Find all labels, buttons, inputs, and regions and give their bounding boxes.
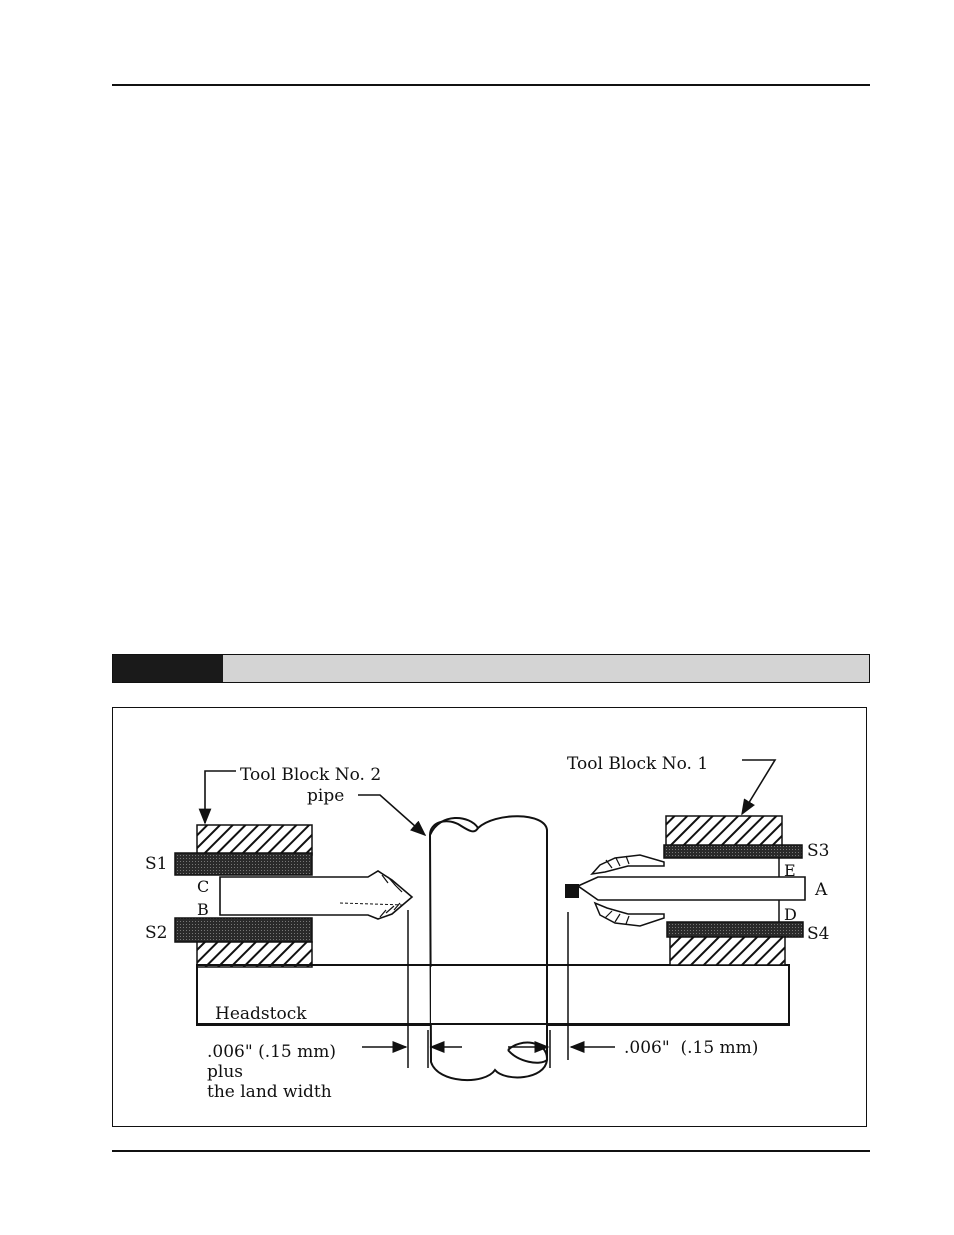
label-right-clearance: .006" (.15 mm) — [624, 1038, 759, 1058]
tool-block-1-leader — [742, 760, 775, 814]
label-left-clearance-3: the land width — [207, 1082, 332, 1102]
shim-s1 — [175, 853, 312, 875]
tool-block-1-upper-hatch — [666, 816, 782, 846]
pipe-body — [430, 816, 547, 1080]
label-pipe: pipe — [307, 786, 345, 806]
label-tool-block-1: Tool Block No. 1 — [567, 754, 709, 774]
label-a: A — [815, 880, 828, 900]
label-headstock: Headstock — [215, 1004, 307, 1024]
label-s1: S1 — [145, 854, 168, 874]
label-s3: S3 — [807, 841, 830, 861]
label-d: D — [784, 905, 797, 924]
tool-block-2-lower-hatch — [197, 942, 312, 967]
label-s2: S2 — [145, 923, 168, 943]
label-b: B — [197, 900, 209, 919]
pipe-headstock-mask — [431, 967, 546, 1023]
shim-s4 — [667, 922, 803, 937]
label-left-clearance-2: plus — [207, 1062, 243, 1082]
label-left-clearance-1: .006" (.15 mm) — [207, 1042, 337, 1062]
right-cutter-tip — [565, 884, 579, 898]
right-cutter-lower-jaw — [595, 903, 664, 926]
tool-block-2-upper-hatch — [197, 825, 312, 855]
right-cutter-upper-jaw — [592, 855, 664, 874]
tool-block-1-lower-hatch — [670, 937, 785, 965]
label-tool-block-2: Tool Block No. 2 — [240, 765, 382, 785]
footer-rule — [112, 1150, 870, 1152]
shim-s3 — [664, 845, 802, 858]
label-s4: S4 — [807, 924, 830, 944]
pipe-leader — [358, 795, 425, 835]
right-cutter-tool — [578, 877, 805, 900]
label-e: E — [784, 861, 796, 880]
label-c: C — [197, 877, 210, 896]
shim-s2 — [175, 918, 312, 942]
tool-block-2-leader — [205, 771, 236, 823]
left-cutter-tool — [220, 871, 412, 919]
